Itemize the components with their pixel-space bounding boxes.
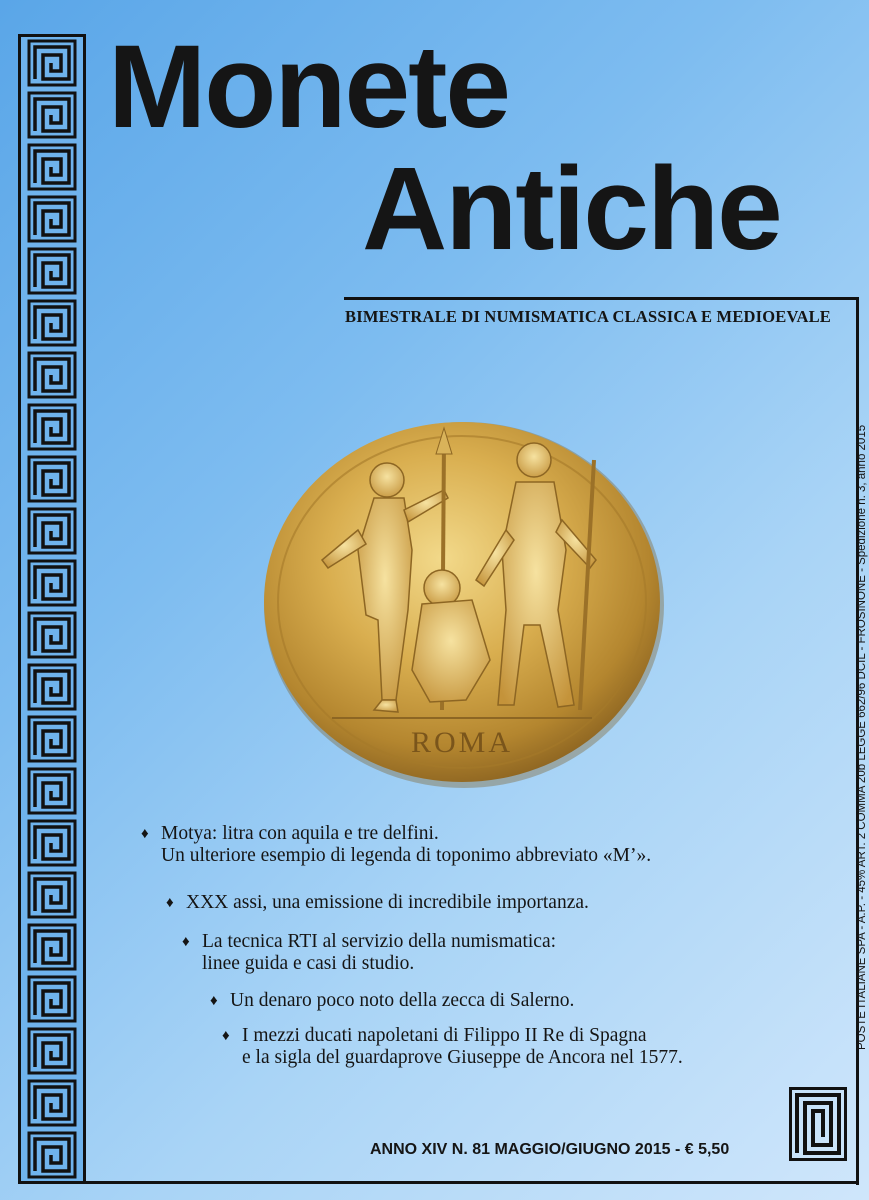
greek-key-tile <box>29 405 75 449</box>
greek-key-tile <box>29 145 75 189</box>
greek-key-tile <box>29 1081 75 1125</box>
greek-key-tile <box>29 665 75 709</box>
diamond-bullet-icon: ♦ <box>210 993 218 1009</box>
greek-key-tile <box>29 353 75 397</box>
greek-key-tile <box>29 717 75 761</box>
greek-key-tile <box>29 249 75 293</box>
greek-key-tile <box>29 769 75 813</box>
greek-key-tile <box>29 821 75 865</box>
greek-key-tile <box>29 1029 75 1073</box>
diamond-bullet-icon: ♦ <box>141 826 149 842</box>
contents-line: La tecnica RTI al servizio della numismatica: <box>202 931 557 952</box>
contents-line: linee guida e casi di studio. <box>202 953 415 974</box>
greek-key-tile <box>29 93 75 137</box>
diamond-bullet-icon: ♦ <box>222 1028 230 1044</box>
frame-line-top <box>344 297 859 300</box>
contents-item <box>210 990 575 1012</box>
greek-key-tile <box>29 561 75 605</box>
greek-key-tile <box>29 1133 75 1177</box>
diamond-bullet-icon: ♦ <box>166 895 174 911</box>
greek-key-tile <box>29 197 75 241</box>
coin-legend: ROMA <box>410 726 514 759</box>
contents-line: XXX assi, una emissione di incredibile importanza. <box>186 892 589 913</box>
greek-key-tile <box>29 977 75 1021</box>
greek-key-tile <box>29 925 75 969</box>
greek-key-ornament-icon <box>789 1087 847 1161</box>
magazine-subtitle: BIMESTRALE DI NUMISMATICA CLASSICA E MEDIOEVALE <box>345 307 832 326</box>
magazine-title-line1: Monete <box>108 21 509 153</box>
contents-line: e la sigla del guardaprove Giuseppe de Ancora nel 1577. <box>242 1047 683 1068</box>
frame-line-bottom <box>18 1181 859 1184</box>
greek-key-tile <box>29 509 75 553</box>
contents-item <box>182 931 557 975</box>
magazine-title-line2: Antiche <box>362 143 781 275</box>
contents-item <box>141 823 652 867</box>
greek-key-tile <box>29 41 75 85</box>
contents-line: Un ulteriore esempio di legenda di toponimo abbreviato «M’». <box>161 845 652 866</box>
diamond-bullet-icon: ♦ <box>182 934 190 950</box>
issue-info: ANNO XIV N. 81 MAGGIO/GIUGNO 2015 - € 5,50 <box>370 1141 730 1158</box>
contents-item <box>222 1025 683 1069</box>
contents-item <box>166 892 589 914</box>
greek-key-tile <box>29 873 75 917</box>
greek-key-tile <box>29 613 75 657</box>
gold-coin-image <box>262 420 667 790</box>
contents-line: I mezzi ducati napoletani di Filippo II Re di Spagna <box>242 1025 647 1046</box>
contents-line: Motya: litra con aquila e tre delfini. <box>161 823 439 844</box>
contents-line: Un denaro poco noto della zecca di Salerno. <box>230 990 575 1011</box>
greek-key-tile <box>29 301 75 345</box>
postal-notice: POSTE ITALIANE SPA - A.P. - 45% ART. 2 COMMA 20b LEGGE 662/96 DCIL - FROSINONE - Spedizione n. 3, anno 2015 <box>856 424 868 1050</box>
greek-key-border <box>18 34 86 1184</box>
greek-key-tile <box>29 457 75 501</box>
